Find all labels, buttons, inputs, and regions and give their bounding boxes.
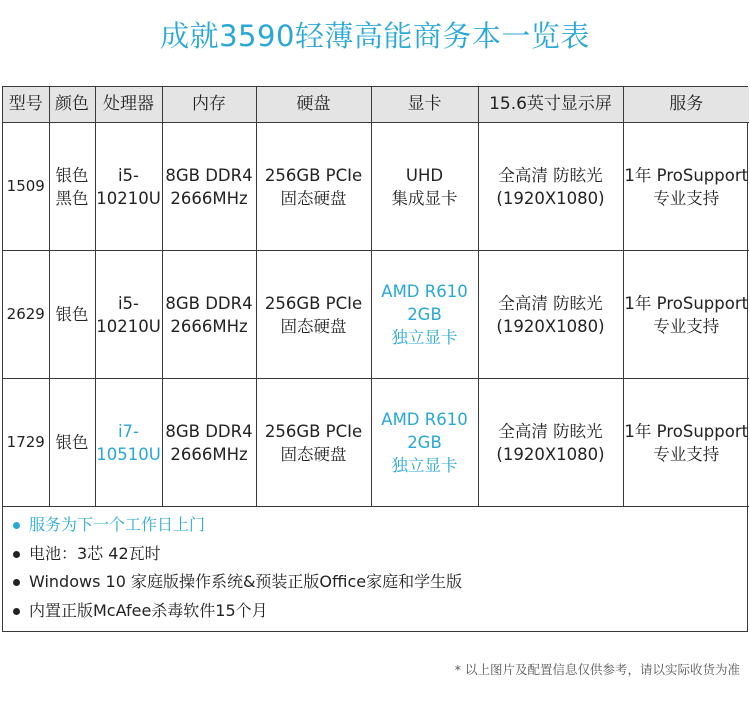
header-gpu: 显卡 bbox=[371, 87, 478, 123]
cell-memory: 8GB DDR4 2666MHz bbox=[162, 123, 256, 251]
header-memory: 内存 bbox=[162, 87, 256, 123]
cell-cpu-highlight: i7- 10510U bbox=[95, 379, 162, 507]
cell-service: 1年 ProSupport 专业支持 bbox=[623, 123, 749, 251]
cell-color: 银色 bbox=[49, 251, 95, 379]
cell-display: 全高清 防眩光 (1920X1080) bbox=[478, 379, 623, 507]
cell-model: 1509 bbox=[3, 123, 49, 251]
cell-gpu-highlight: AMD R610 2GB 独立显卡 bbox=[371, 379, 478, 507]
cell-memory: 8GB DDR4 2666MHz bbox=[162, 251, 256, 379]
cell-cpu: i5- 10210U bbox=[95, 251, 162, 379]
cell-service: 1年 ProSupport 专业支持 bbox=[623, 251, 749, 379]
cell-model: 2629 bbox=[3, 251, 49, 379]
notes-list bbox=[13, 513, 741, 627]
note-text: 服务为下一个工作日上门 bbox=[29, 515, 206, 534]
header-disk: 硬盘 bbox=[256, 87, 371, 123]
table-row bbox=[3, 379, 749, 507]
spec-sheet bbox=[2, 86, 748, 632]
cell-color: 银色 黑色 bbox=[49, 123, 95, 251]
note-text: 电池：3芯 42瓦时 bbox=[29, 543, 161, 563]
table-header-row bbox=[3, 87, 749, 123]
cell-display: 全高清 防眩光 (1920X1080) bbox=[478, 123, 623, 251]
cell-display: 全高清 防眩光 (1920X1080) bbox=[478, 251, 623, 379]
header-color: 颜色 bbox=[49, 87, 95, 123]
bullet-icon bbox=[13, 579, 20, 586]
table-row bbox=[3, 123, 749, 251]
disclaimer-footnote: * 以上图片及配置信息仅供参考，请以实际收货为准 bbox=[454, 662, 740, 677]
cell-gpu: UHD 集成显卡 bbox=[371, 123, 478, 251]
cell-service: 1年 ProSupport 专业支持 bbox=[623, 379, 749, 507]
bullet-icon bbox=[13, 551, 20, 558]
bullet-icon bbox=[13, 608, 20, 615]
cell-cpu: i5- 10210U bbox=[95, 123, 162, 251]
cell-memory: 8GB DDR4 2666MHz bbox=[162, 379, 256, 507]
cell-color: 银色 bbox=[49, 379, 95, 507]
note-item-service bbox=[13, 513, 741, 542]
note-text: 内置正版McAfee杀毒软件15个月 bbox=[29, 600, 268, 620]
header-display: 15.6英寸显示屏 bbox=[478, 87, 623, 123]
page-title: 成就3590轻薄高能商务本一览表 bbox=[160, 19, 590, 53]
header-service: 服务 bbox=[623, 87, 749, 123]
header-cpu: 处理器 bbox=[95, 87, 162, 123]
table-row bbox=[3, 251, 749, 379]
note-text: Windows 10 家庭版操作系统&预装正版Office家庭和学生版 bbox=[29, 572, 463, 591]
cell-disk: 256GB PCIe 固态硬盘 bbox=[256, 123, 371, 251]
cell-gpu-highlight: AMD R610 2GB 独立显卡 bbox=[371, 251, 478, 379]
note-item-os bbox=[13, 570, 741, 599]
note-item-antivirus bbox=[13, 599, 741, 628]
cell-disk: 256GB PCIe 固态硬盘 bbox=[256, 251, 371, 379]
bullet-icon bbox=[13, 522, 20, 529]
cell-model: 1729 bbox=[3, 379, 49, 507]
note-item-battery bbox=[13, 542, 741, 571]
header-model: 型号 bbox=[3, 87, 49, 123]
cell-disk: 256GB PCIe 固态硬盘 bbox=[256, 379, 371, 507]
spec-table bbox=[3, 87, 749, 507]
